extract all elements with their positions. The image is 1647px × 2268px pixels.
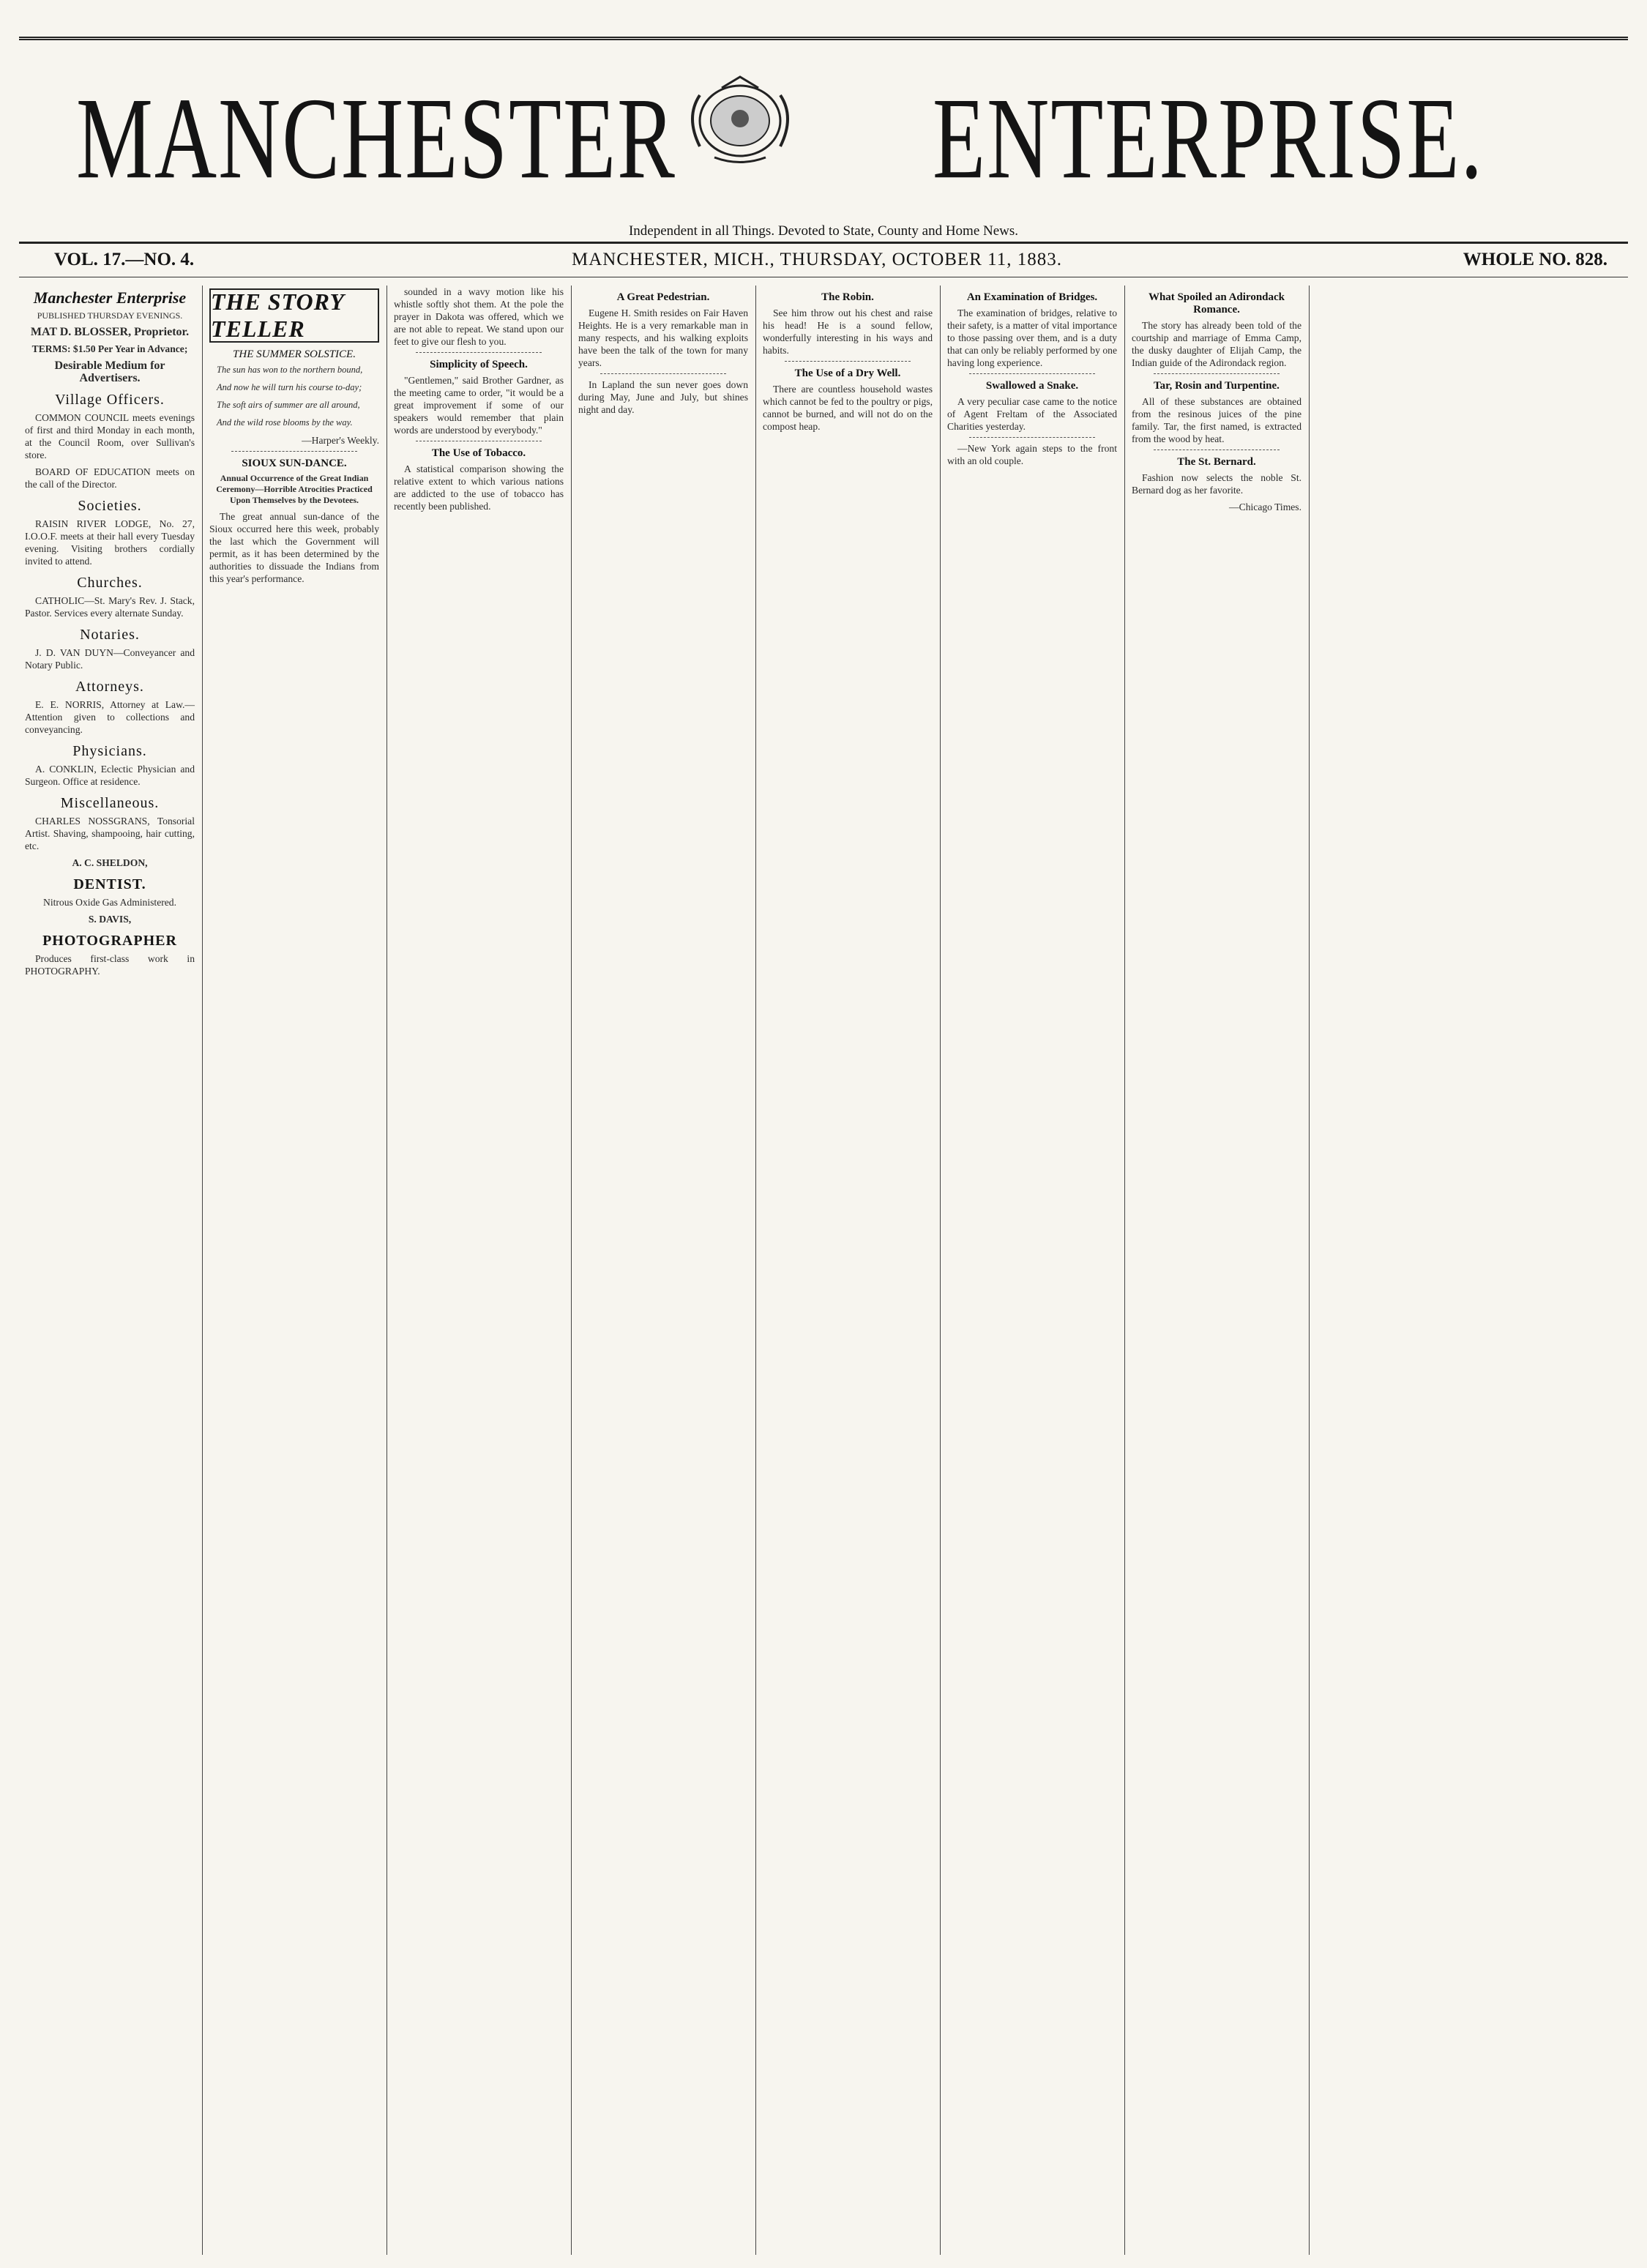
article-title: Tar, Rosin and Turpentine. (1154, 380, 1280, 392)
churches-heading: Churches. (77, 575, 143, 591)
story-title: SIOUX SUN-DANCE. (242, 458, 347, 469)
story-teller-title: THE STORY TELLER (211, 288, 344, 342)
physicians-text: A. CONKLIN, Eclectic Physician and Surgeon. Office at residence. (25, 764, 195, 787)
article-title: What Spoiled an Adirondack Romance. (1148, 291, 1285, 316)
column-story-teller (203, 286, 385, 2255)
article-title: The Robin. (821, 291, 874, 303)
story-continued-text: sounded in a wavy motion like his whistle softly shot them. At the pole the prayer in Dakota was offered, which we are not able to repeat. We stand upon our feet to give our flesh to you. (394, 286, 564, 347)
dentist-text: Nitrous Oxide Gas Administered. (43, 897, 176, 908)
poem-line: And now he will turn his course to-day; (217, 382, 362, 392)
separator (1154, 373, 1280, 374)
column-directory (19, 286, 201, 2255)
photographer-text: Produces first-class work in PHOTOGRAPHY. (25, 953, 195, 977)
village-officers-heading: Village Officers. (55, 392, 165, 408)
column-divider (1309, 286, 1310, 2255)
separator (969, 373, 1095, 374)
article-text: "Gentlemen," said Brother Gardner, as the meeting came to order, "it would be a great improvement if some of our speakers would remember that plain words are understood by everybody." (394, 375, 564, 436)
poem-line: The soft airs of summer are all around, (217, 400, 360, 410)
article-text: See him throw out his chest and raise his head! He is a sound fellow, wonderfully interesting in his ways and habits. (763, 307, 933, 356)
article-text: The story has already been told of the courtship and marriage of Emma Camp, the dusky daughter of Elijah Camp, the Indian guide of the Adirondack region. (1132, 320, 1301, 368)
top-rule (19, 37, 1628, 40)
churches-text: CATHOLIC—St. Mary's Rev. J. Stack, Pastor. Services every alternate Sunday. (25, 595, 195, 619)
dateline-top-rule (19, 242, 1628, 244)
dentist-heading: DENTIST. (73, 876, 146, 892)
column-3 (388, 286, 569, 2255)
article-text: Eugene H. Smith resides on Fair Haven Heights. He is a very remarkable man in many respects, and his walking exploits have been the talk of the town for many years. (578, 307, 748, 368)
story-subtitle: Annual Occurrence of the Great Indian Ceremony—Horrible Atrocities Practiced Upon Themselves by the Devotees. (216, 473, 373, 505)
physicians-heading: Physicians. (72, 743, 147, 759)
columns (19, 286, 1628, 2255)
column-divider (1124, 286, 1125, 2255)
column-divider (571, 286, 572, 2255)
dentist-name: A. C. SHELDON, (72, 857, 148, 868)
article-title: Swallowed a Snake. (985, 380, 1079, 392)
masthead (19, 53, 1628, 204)
masthead-motto: Independent in all Things. Devoted to State, County and Home News. (628, 223, 1019, 239)
board-education-text: BOARD OF EDUCATION meets on the call of the Director. (25, 466, 195, 490)
dateline (19, 245, 1628, 275)
article-title: An Examination of Bridges. (966, 291, 1098, 303)
miscellaneous-heading: Miscellaneous. (60, 795, 160, 811)
article-text: —New York again steps to the front with an old couple. (947, 443, 1117, 466)
attorneys-heading: Attorneys. (75, 679, 144, 695)
column-divider (202, 286, 203, 2255)
societies-text: RAISIN RIVER LODGE, No. 27, I.O.O.F. meets at their hall every Tuesday evening. Visiting brothers cordially invited to attend. (25, 518, 195, 567)
column-7 (1126, 286, 1307, 2255)
column-divider (940, 286, 941, 2255)
newspaper-page (19, 37, 1628, 2255)
story-text: The great annual sun-dance of the Sioux occurred here this week, probably the last which the Government will permit, as it has been determined by the authorities to dissuade the Indians from this year's performance. (209, 511, 379, 584)
poem-line: The sun has won to the northern bound, (217, 365, 363, 375)
poem-title: THE SUMMER SOLSTICE. (233, 348, 356, 360)
masthead-title-left: MANCHESTER (76, 73, 676, 204)
published-note: PUBLISHED THURSDAY EVENINGS. (37, 310, 183, 321)
terms: TERMS: $1.50 Per Year in Advance; (31, 343, 188, 354)
notaries-heading: Notaries. (80, 627, 140, 643)
village-officers-text: COMMON COUNCIL meets evenings of first and third Monday in each month, at the Council Room, over Sullivan's store. (25, 412, 195, 460)
article-text: Fashion now selects the noble St. Bernard dog as her favorite. (1132, 472, 1301, 496)
photographer-heading: PHOTOGRAPHER (42, 933, 177, 949)
societies-heading: Societies. (78, 498, 142, 514)
separator (600, 373, 726, 374)
article-text: A statistical comparison showing the relative extent to which various nations are addicted to the use of tobacco has recently been published. (394, 463, 564, 512)
state-seal-emblem (671, 73, 810, 168)
article-text: A very peculiar case came to the notice of Agent Freltam of the Associated Charities yesterday. (947, 396, 1117, 432)
story-teller-banner (209, 288, 379, 343)
column-divider (755, 286, 756, 2255)
separator (416, 352, 542, 353)
article-title: The Use of Tobacco. (431, 447, 526, 459)
separator (785, 361, 911, 362)
masthead-title-right: ENTERPRISE. (933, 73, 1484, 204)
column-5 (757, 286, 938, 2255)
proprietor: MAT D. BLOSSER, Proprietor. (30, 326, 190, 338)
attorneys-text: E. E. NORRIS, Attorney at Law.—Attention given to collections and conveyancing. (25, 699, 195, 735)
column-4 (572, 286, 754, 2255)
article-text: The examination of bridges, relative to their safety, is a matter of vital importance to those passing over them, and is a duty that can only be reliably performed by one having long experience. (947, 307, 1117, 368)
article-text: In Lapland the sun never goes down during May, June and July, but shines night and day. (578, 379, 748, 415)
article-title: The Use of a Dry Well. (794, 368, 901, 379)
column-divider (386, 286, 387, 2255)
poem-credit: —Harper's Weekly. (302, 435, 379, 446)
place-date: MANCHESTER, MICH., THURSDAY, OCTOBER 11, 1883. (572, 250, 1062, 269)
article-text: There are countless household wastes which cannot be fed to the poultry or pigs, cannot be burned, and will not do on the compost heap. (763, 384, 933, 432)
article-credit: —Chicago Times. (1229, 501, 1301, 512)
photographer-name: S. DAVIS, (88, 914, 132, 925)
miscellaneous-text: CHARLES NOSSGRANS, Tonsorial Artist. Shaving, shampooing, hair cutting, etc. (25, 816, 195, 851)
separator (969, 437, 1095, 438)
article-text: All of these substances are obtained from the resinous juices of the pine family. Tar, the first named, is extracted from the wood by heat. (1132, 396, 1301, 444)
whole-number: WHOLE NO. 828. (1463, 250, 1607, 269)
poem-line: And the wild rose blooms by the way. (217, 417, 353, 428)
advertisers-note: Desirable Medium for Advertisers. (54, 359, 165, 384)
volume-number: VOL. 17.—NO. 4. (54, 250, 195, 269)
paper-name: Manchester Enterprise (33, 288, 187, 307)
separator (231, 451, 357, 452)
article-title: Simplicity of Speech. (430, 359, 528, 370)
article-title: A Great Pedestrian. (616, 291, 710, 303)
article-title: The St. Bernard. (1177, 456, 1256, 468)
notaries-text: J. D. VAN DUYN—Conveyancer and Notary Public. (25, 647, 195, 671)
column-6 (941, 286, 1123, 2255)
